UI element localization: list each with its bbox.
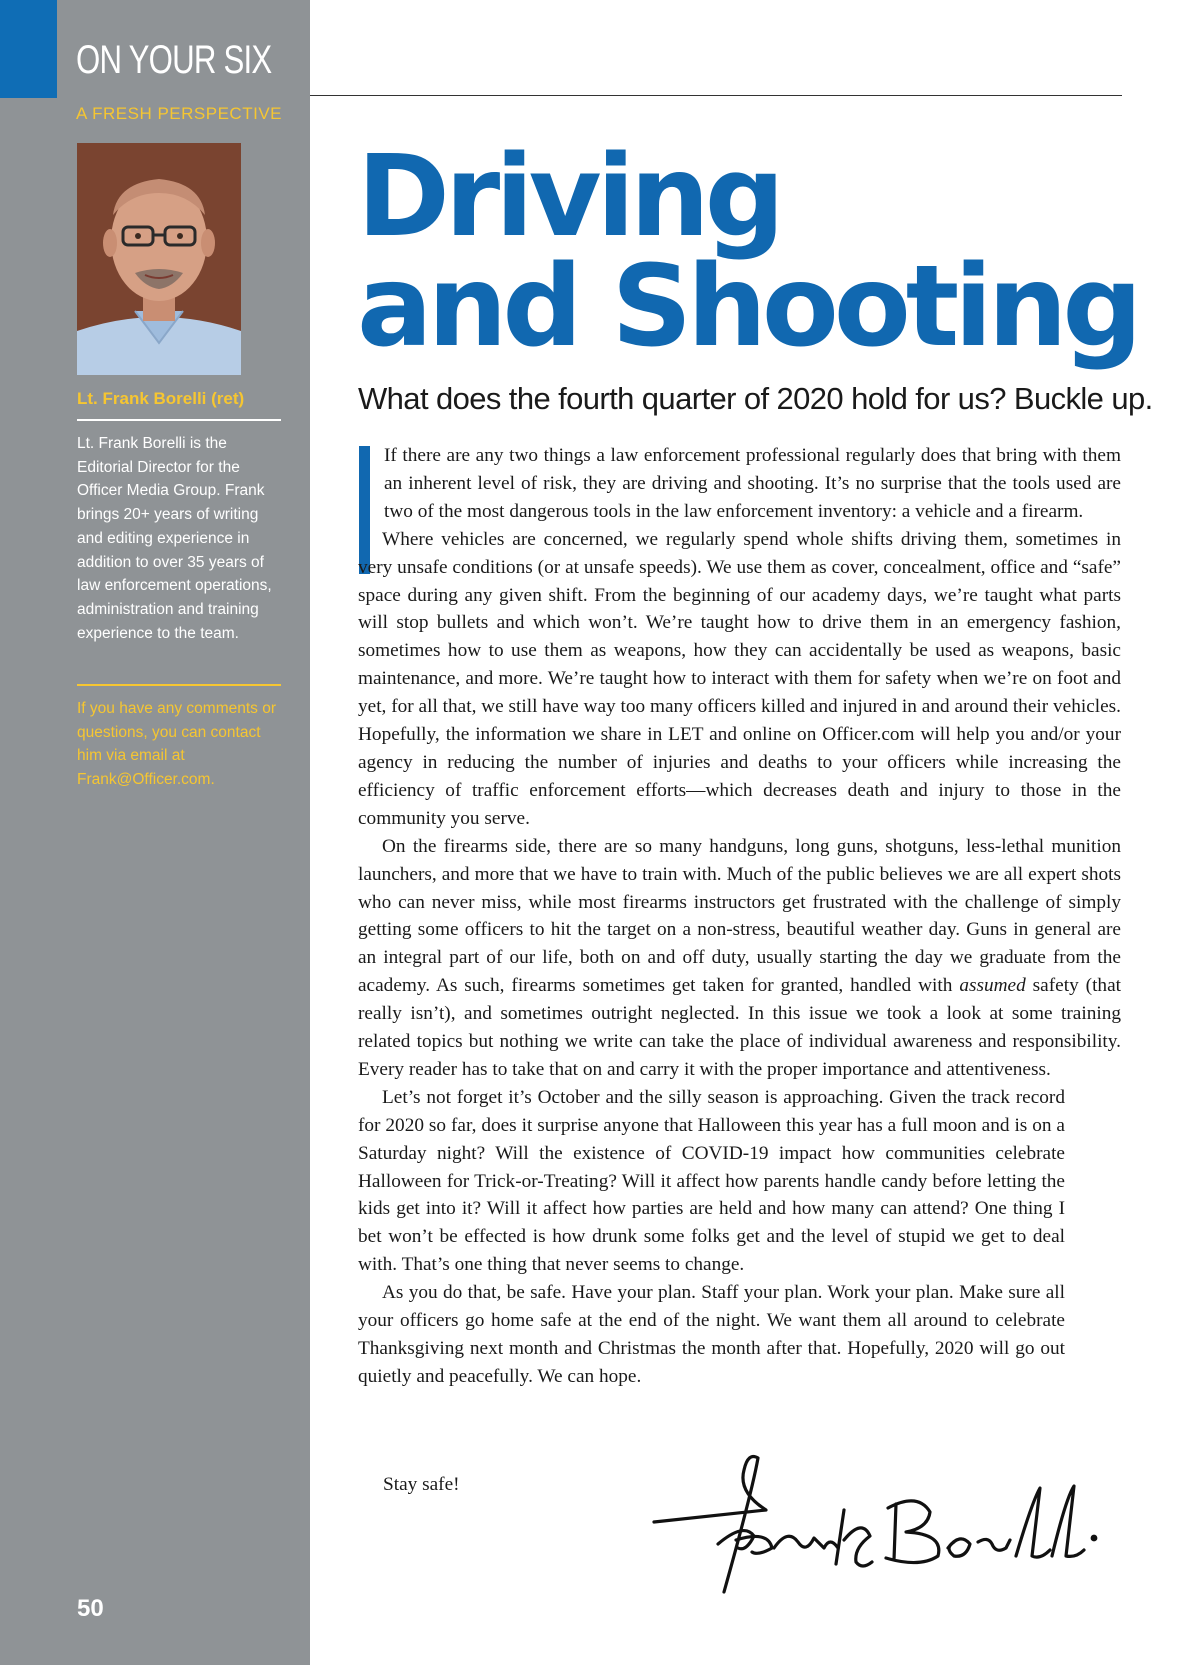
headline-line-1: Driving — [357, 132, 780, 262]
contact-note: If you have any comments or questions, you can contact him via email at Frank@Officer.com. — [77, 700, 277, 789]
sign-off: Stay safe! — [383, 1474, 460, 1495]
paragraph-3-part-1: On the firearms side, there are so many handguns, long guns, shotguns, less-lethal munition launchers, and more that we have to train with. Much of the public believes we are all expert shots who can never miss, while most firearms instructors get frustrated with the challenge of simply getting some officers to hit the target on a non-stress, beautiful weather day. Guns in general are an integral part of our life, both on and off duty, usually starting the day we graduate from the academy. As such, firearms sometimes get taken for granted, handled with — [358, 835, 1121, 997]
article-dek: What does the fourth quarter of 2020 hold for us? Buckle up. — [358, 381, 1153, 416]
portrait-illustration — [77, 143, 241, 375]
paragraph-5: As you do that, be safe. Have your plan. Staff your plan. Work your plan. Make sure all your officers go home safe at the end of the night. We want them all around to celebrate Thanksgiving next month and Christmas the month after that. Hopefully, 2020 will go out quietly and peacefully. We can hope. — [358, 1282, 1065, 1387]
paragraph-4: Let’s not forget it’s October and the silly season is approaching. Given the track record for 2020 so far, does it surprise anyone that Halloween this year has a full moon and is on a Saturday night? Will the existence of COVID-19 impact how communities celebrate Halloween for Trick-or-Treating? Will it affect how parents handle candy before letting the kids get into it? Will it affect how parties are held and how many can attend? One thing I bet won’t be effected is how drunk some folks get and the level of stupid we get to deal with. That’s one thing that never seems to change. — [358, 1086, 1065, 1276]
signature-image — [648, 1452, 1100, 1600]
paragraph-3 — [358, 833, 1121, 1084]
headline-line-2: and Shooting — [357, 242, 1138, 372]
author-name: Lt. Frank Borelli (ret) — [77, 389, 245, 408]
article-headline — [357, 132, 1138, 372]
page-number: 50 — [77, 1595, 104, 1622]
column-tab — [0, 0, 57, 98]
author-photo — [77, 143, 241, 375]
article-body — [358, 442, 1121, 1391]
paragraph-1-lead: If there are any two things a law enforcement professional regularly does that bring with them an inherent level of risk, they are driving and shooting. It’s no surprise that the tools used are two of the most dangerous tools in the law enforcement inventory: a vehicle and a firearm. — [384, 445, 1121, 522]
paragraph-2: Where vehicles are concerned, we regularly spend whole shifts driving them, sometimes in very unsafe conditions (or at unsafe speeds). We use them as cover, concealment, office and “safe” space during any given shift. From the beginning of our academy days, we’re taught what parts will stop bullets and which won’t. We’re taught how to drive them in an emergency fashion, sometimes how to use them as weapons, how they can accidentally be used as weapons, basic maintenance, and more. We’re taught how to interact with them for safety when we’re on foot and yet, for all that, we still have way too many officers killed and injured in and around their vehicles. Hopefully, the information we share in LET and online on Officer.com will help you and/or your agency in reducing the number of injuries and deaths to your officers while increasing the efficiency of traffic enforcement efforts—which decreases death and injury to those in the community you serve. — [358, 528, 1121, 829]
column-subtitle: A FRESH PERSPECTIVE — [76, 104, 282, 123]
contact-divider — [77, 684, 281, 686]
column-title: ON YOUR SIX — [76, 38, 272, 82]
bio-divider — [77, 419, 281, 421]
header-rule — [310, 95, 1122, 96]
paragraph-3-part-2: safety (that really isn’t), and sometimes outright neglected. In this issue we took a look at some training related topics but nothing we write can take the place of individual awareness and responsibility. Every reader has to take that on and carry it with the proper importance and attentiveness. — [358, 975, 1121, 1080]
author-bio: Lt. Frank Borelli is the Editorial Director for the Officer Media Group. Frank brings 20+ years of writing and editing experience in addition to over 35 years of law enforcement operations, administration and training experience to the team. — [77, 435, 272, 642]
paragraph-1 — [358, 442, 1121, 526]
paragraph-3-emphasis: assumed — [959, 975, 1026, 997]
